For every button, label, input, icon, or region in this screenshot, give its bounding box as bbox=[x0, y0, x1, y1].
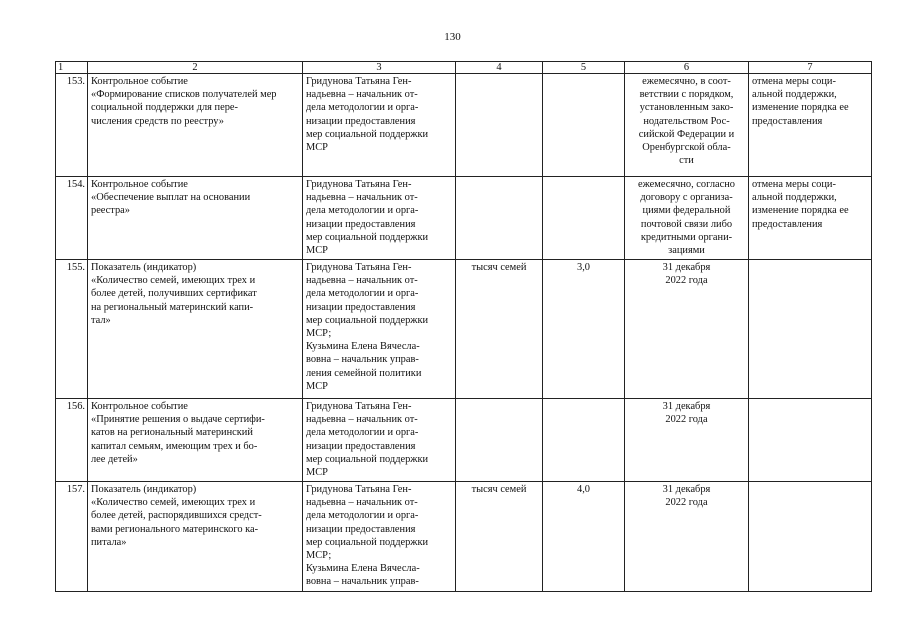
table-row bbox=[56, 177, 872, 260]
row-unit bbox=[456, 177, 543, 260]
row-term: 31 декабря 2022 года bbox=[625, 482, 749, 592]
row-number: 155. bbox=[56, 260, 88, 399]
page-number: 130 bbox=[444, 31, 461, 43]
row-unit bbox=[456, 74, 543, 177]
row-risk: отмена меры соци- альной поддержки, изменение порядка ее предоставления bbox=[749, 177, 872, 260]
row-value bbox=[543, 177, 625, 260]
row-value: 4,0 bbox=[543, 482, 625, 592]
row-responsible: Гридунова Татьяна Ген- надьевна – начальник от- дела методологии и орга- низации предоставления мер социальной поддержки МСР bbox=[303, 74, 456, 177]
row-name: Контрольное событие «Формирование списков получателей мер социальной поддержки для пере- числения средств по реестру» bbox=[88, 74, 303, 177]
row-number: 156. bbox=[56, 399, 88, 482]
row-number: 153. bbox=[56, 74, 88, 177]
table-row bbox=[56, 482, 872, 592]
row-risk bbox=[749, 399, 872, 482]
row-number: 157. bbox=[56, 482, 88, 592]
row-responsible: Гридунова Татьяна Ген- надьевна – начальник от- дела методологии и орга- низации предоставления мер социальной поддержки МСР; Кузьмина Елена Вячесла- вовна – начальник управ- ления семейной политики МСР bbox=[303, 260, 456, 399]
row-term: ежемесячно, в соот- ветствии с порядком, установленным зако- нодательством Рос- сийской Федерации и Оренбургской обла- сти bbox=[625, 74, 749, 177]
column-header: 1 bbox=[56, 62, 88, 74]
row-value: 3,0 bbox=[543, 260, 625, 399]
table-row bbox=[56, 399, 872, 482]
row-value bbox=[543, 74, 625, 177]
column-header: 2 bbox=[88, 62, 303, 74]
row-term: ежемесячно, согласно договору с организа- циями федеральной почтовой связи либо кредитными органи- зациями bbox=[625, 177, 749, 260]
row-term: 31 декабря 2022 года bbox=[625, 399, 749, 482]
table-row bbox=[56, 74, 872, 177]
table-row bbox=[56, 260, 872, 399]
column-header: 4 bbox=[456, 62, 543, 74]
row-name: Контрольное событие «Обеспечение выплат на основании реестра» bbox=[88, 177, 303, 260]
row-unit: тысяч семей bbox=[456, 482, 543, 592]
row-unit bbox=[456, 399, 543, 482]
row-risk bbox=[749, 260, 872, 399]
column-header: 6 bbox=[625, 62, 749, 74]
row-responsible: Гридунова Татьяна Ген- надьевна – начальник от- дела методологии и орга- низации предоставления мер социальной поддержки МСР bbox=[303, 399, 456, 482]
row-name: Показатель (индикатор) «Количество семей, имеющих трех и более детей, получивших сертификат на региональный материнский капи- тал» bbox=[88, 260, 303, 399]
column-header: 7 bbox=[749, 62, 872, 74]
row-risk: отмена меры соци- альной поддержки, изменение порядка ее предоставления bbox=[749, 74, 872, 177]
row-responsible: Гридунова Татьяна Ген- надьевна – начальник от- дела методологии и орга- низации предоставления мер социальной поддержки МСР bbox=[303, 177, 456, 260]
row-name: Контрольное событие «Принятие решения о выдаче сертифи- катов на региональный материнский капитал семьям, имеющим трех и бо- лее детей» bbox=[88, 399, 303, 482]
plan-table bbox=[55, 61, 872, 592]
row-term: 31 декабря 2022 года bbox=[625, 260, 749, 399]
column-header: 5 bbox=[543, 62, 625, 74]
row-responsible: Гридунова Татьяна Ген- надьевна – начальник от- дела методологии и орга- низации предоставления мер социальной поддержки МСР; Кузьмина Елена Вячесла- вовна – начальник управ- bbox=[303, 482, 456, 592]
row-value bbox=[543, 399, 625, 482]
row-risk bbox=[749, 482, 872, 592]
column-header: 3 bbox=[303, 62, 456, 74]
column-number-row bbox=[56, 62, 872, 74]
row-name: Показатель (индикатор) «Количество семей, имеющих трех и более детей, распорядившихся средст- вами регионального материнского ка- питала» bbox=[88, 482, 303, 592]
row-number: 154. bbox=[56, 177, 88, 260]
row-unit: тысяч семей bbox=[456, 260, 543, 399]
